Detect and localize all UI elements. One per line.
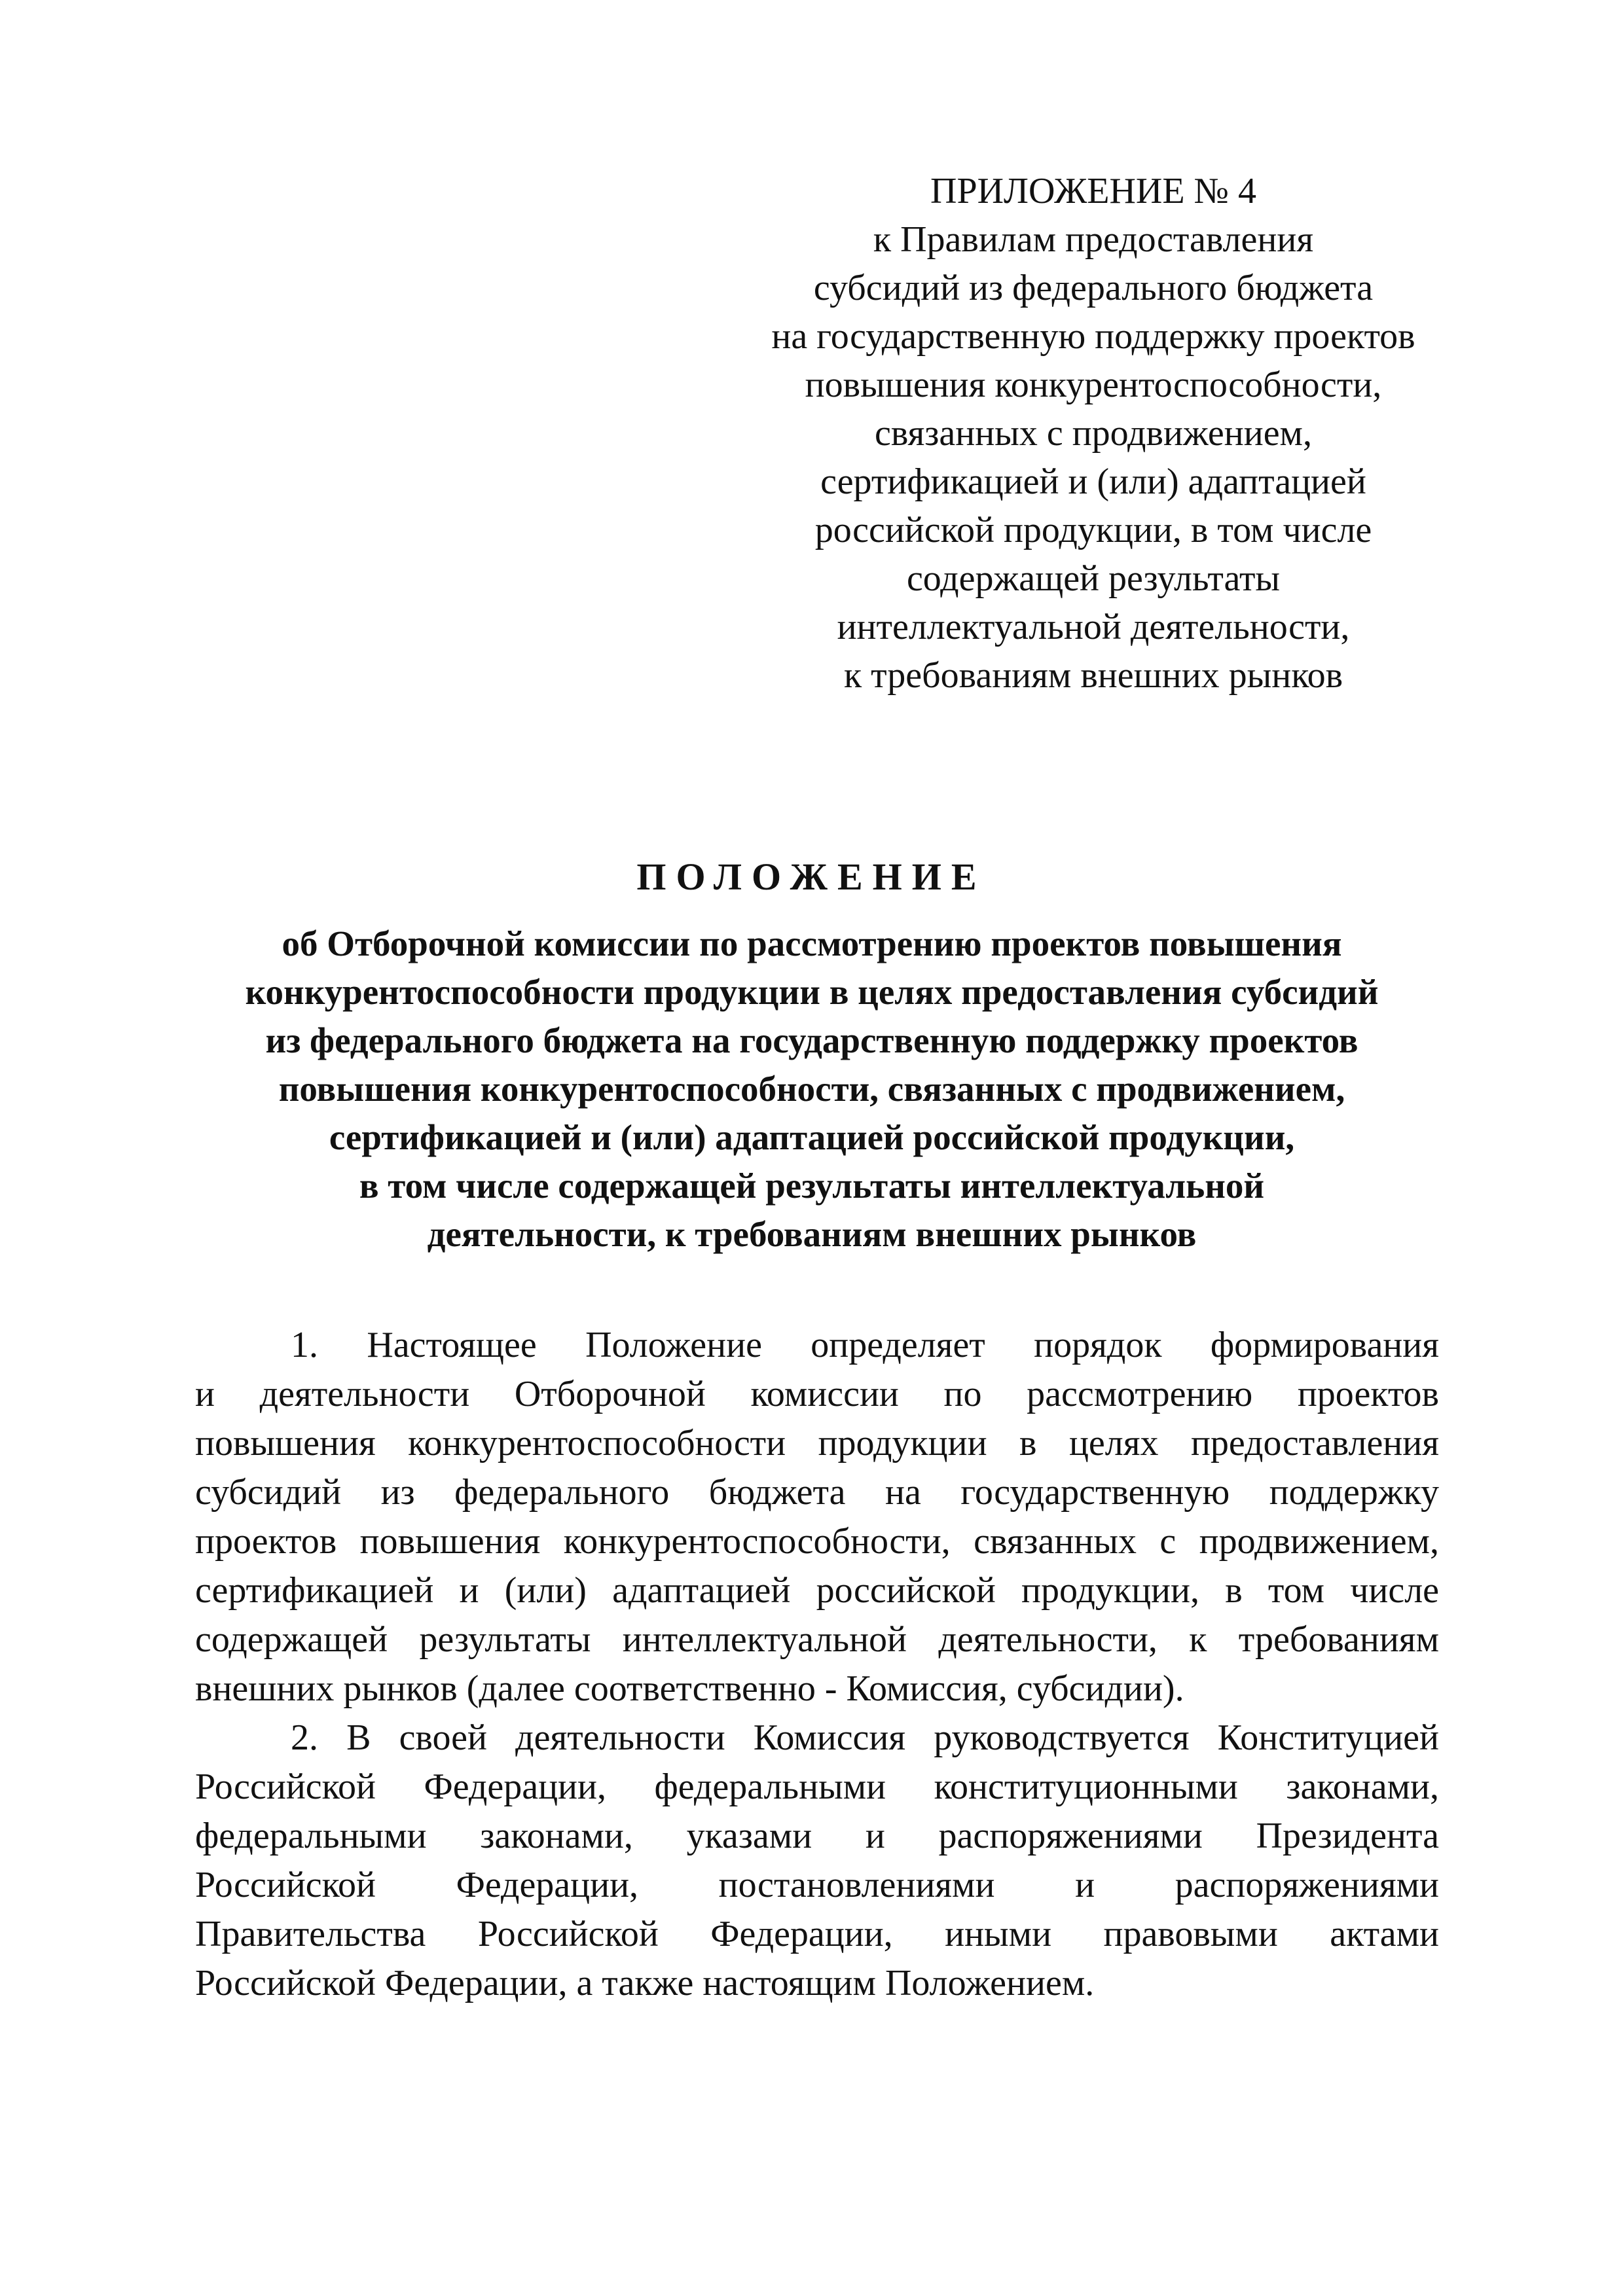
subtitle-line: об Отборочной комиссии по рассмотрению проектов повышения: [282, 924, 1342, 963]
paragraph-line: проектов повышения конкурентоспособности, связанных с продвижением,: [195, 1521, 1439, 1562]
paragraph-line: Российской Федерации, федеральными конституционными законами,: [195, 1767, 1439, 1807]
appendix-line: связанных с продвижением,: [874, 413, 1312, 454]
paragraph-line: Российской Федерации, а также настоящим Положением.: [195, 1963, 1095, 2003]
document-subtitle: [157, 920, 1467, 1259]
paragraph-line: Российской Федерации, постановлениями и распоряжениями: [195, 1865, 1439, 1905]
paragraph-line: федеральными законами, указами и распоряжениями Президента: [195, 1816, 1439, 1856]
paragraph-line: содержащей результаты интеллектуальной деятельности, к требованиям: [195, 1619, 1439, 1660]
paragraph-line: 1. Настоящее Положение определяет порядок формирования: [291, 1325, 1439, 1365]
paragraph-line: сертификацией и (или) адаптацией российской продукции, в том числе: [195, 1570, 1439, 1611]
paragraph-1: [195, 1321, 1439, 1713]
document-title: ПОЛОЖЕНИЕ: [636, 855, 987, 898]
appendix-heading: ПРИЛОЖЕНИЕ № 4: [930, 171, 1256, 211]
paragraph-line: и деятельности Отборочной комиссии по рассмотрению проектов: [195, 1374, 1439, 1414]
appendix-line: субсидий из федерального бюджета: [813, 268, 1374, 308]
appendix-line: на государственную поддержку проектов: [771, 316, 1415, 357]
appendix-line: интеллектуальной деятельности,: [837, 607, 1350, 647]
appendix-line: к требованиям внешних рынков: [843, 655, 1343, 696]
appendix-reference: [701, 167, 1486, 700]
appendix-line: к Правилам предоставления: [873, 219, 1314, 260]
appendix-line: российской продукции, в том числе: [814, 510, 1372, 550]
paragraph-line: внешних рынков (далее соответственно - Комиссия, субсидии).: [195, 1668, 1184, 1709]
appendix-line: сертификацией и (или) адаптацией: [820, 461, 1366, 502]
subtitle-line: повышения конкурентоспособности, связанных с продвижением,: [278, 1069, 1345, 1109]
paragraph-line: повышения конкурентоспособности продукции в целях предоставления: [195, 1423, 1439, 1463]
appendix-line: содержащей результаты: [906, 558, 1281, 599]
paragraph-line: субсидий из федерального бюджета на государственную поддержку: [195, 1472, 1439, 1513]
subtitle-line: из федерального бюджета на государственную поддержку проектов: [265, 1020, 1359, 1060]
subtitle-line: в том числе содержащей результаты интеллектуальной: [359, 1166, 1265, 1206]
subtitle-line: сертификацией и (или) адаптацией российской продукции,: [329, 1117, 1295, 1157]
document-body: [195, 1321, 1439, 2008]
paragraph-line: Правительства Российской Федерации, иными правовыми актами: [195, 1914, 1439, 1954]
paragraph-line: 2. В своей деятельности Комиссия руководствуется Конституцией: [291, 1717, 1439, 1758]
subtitle-line: деятельности, к требованиям внешних рынков: [427, 1214, 1197, 1254]
subtitle-line: конкурентоспособности продукции в целях предоставления субсидий: [245, 972, 1379, 1012]
paragraph-2: [195, 1713, 1439, 2008]
appendix-line: повышения конкурентоспособности,: [805, 365, 1382, 405]
